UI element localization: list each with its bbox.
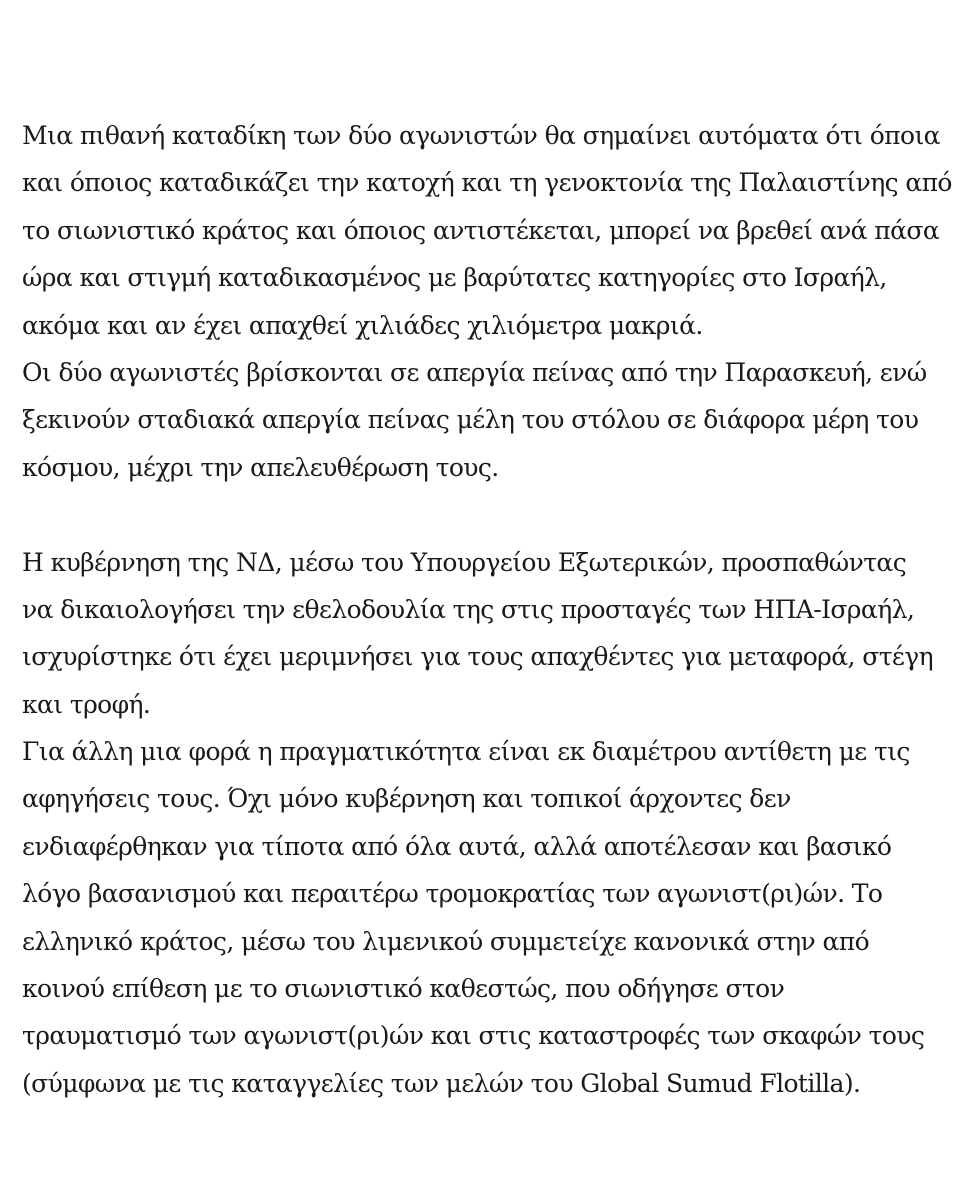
text-line: και τροφή. bbox=[22, 689, 151, 719]
text-line: Η κυβέρνηση της ΝΔ, μέσω του Υπουργείου Εξωτερικών, προσπαθώντας bbox=[22, 547, 907, 577]
text-line: ισχυρίστηκε ότι έχει μεριμνήσει για τους απαχθέντες για μεταφορά, στέγη bbox=[22, 642, 933, 672]
paragraph-2 bbox=[22, 539, 952, 1108]
text-line: Μια πιθανή καταδίκη των δύο αγωνιστών θα σημαίνει αυτόματα ότι όποια bbox=[22, 121, 940, 150]
text-line: ξεκινούν σταδιακά απεργία πείνας μέλη του στόλου σε διάφορα μέρη του bbox=[22, 405, 919, 435]
text-line: Για άλλη μια φορά η πραγματικότητα είναι εκ διαμέτρου αντίθετη με τις bbox=[22, 737, 910, 767]
text-line: το σιωνιστικό κράτος και όποιος αντιστέκεται, μπορεί να βρεθεί ανά πάσα bbox=[22, 215, 940, 245]
text-line: λόγο βασανισμού και περαιτέρω τρομοκρατίας των αγωνιστ(ρι)ών. Το bbox=[22, 879, 883, 909]
text-line: και όποιος καταδικάζει την κατοχή και τη γενοκτονία της Παλαιστίνης από bbox=[22, 168, 952, 198]
text-line: να δικαιολογήσει την εθελοδουλία της στις προσταγές των ΗΠΑ-Ισραήλ, bbox=[22, 594, 915, 624]
article-body bbox=[22, 112, 952, 1107]
text-line: ενδιαφέρθηκαν για τίποτα από όλα αυτά, αλλά αποτέλεσαν και βασικό bbox=[22, 831, 892, 861]
text-line: (σύμφωνα με τις καταγγελίες των μελών του Global Sumud Flotilla). bbox=[22, 1068, 861, 1098]
text-line: Οι δύο αγωνιστές βρίσκονται σε απεργία πείνας από την Παρασκευή, ενώ bbox=[22, 357, 927, 387]
text-line: ακόμα και αν έχει απαχθεί χιλιάδες χιλιόμετρα μακριά. bbox=[22, 310, 703, 340]
paragraph-1 bbox=[22, 112, 952, 491]
text-line: κοινού επίθεση με το σιωνιστικό καθεστώς, που οδήγησε στον bbox=[22, 974, 785, 1004]
paragraph-gap bbox=[22, 491, 952, 538]
text-line: τραυματισμό των αγωνιστ(ρι)ών και στις καταστροφές των σκαφών τους bbox=[22, 1021, 925, 1051]
text-line: ώρα και στιγμή καταδικασμένος με βαρύτατες κατηγορίες στο Ισραήλ, bbox=[22, 263, 887, 293]
text-line: κόσμου, μέχρι την απελευθέρωση τους. bbox=[22, 452, 499, 482]
text-line: ελληνικό κράτος, μέσω του λιμενικού συμμετείχε κανονικά στην από bbox=[22, 926, 870, 956]
text-line: αφηγήσεις τους. Όχι μόνο κυβέρνηση και τοπικοί άρχοντες δεν bbox=[22, 784, 791, 814]
